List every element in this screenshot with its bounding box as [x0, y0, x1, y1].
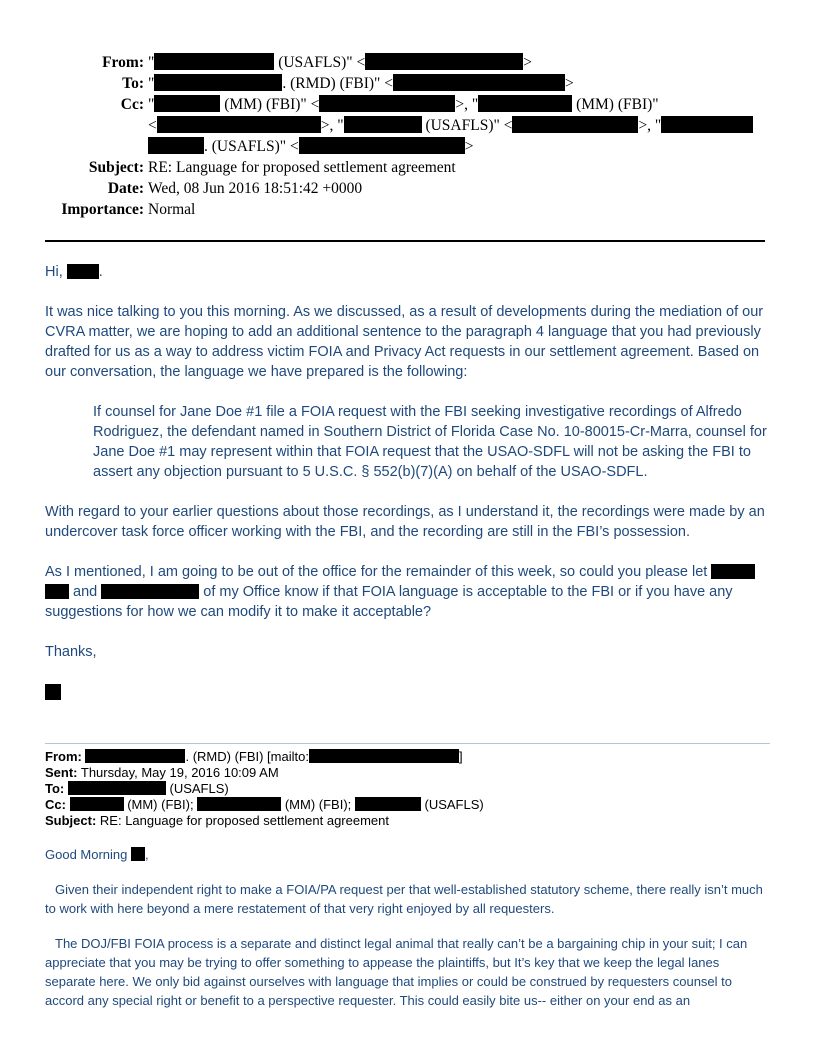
importance-label: Importance:	[61, 201, 144, 218]
from-label: From:	[102, 54, 144, 71]
paragraph-3: As I mentioned, I am going to be out of the office for the remainder of this week, so could you please let and of my Office know if that FOIA language is acceptable to the FBI or if you have any suggestions for how we can modify it to make it acceptable?	[45, 562, 770, 622]
importance-value: Normal	[148, 201, 196, 218]
redaction	[197, 797, 281, 811]
redaction	[344, 116, 422, 133]
redaction	[70, 797, 124, 811]
prior-sent-row: Sent: Thursday, May 19, 2016 10:09 AM	[45, 765, 279, 780]
sign-off: Thanks,	[45, 644, 97, 660]
prior-email-header	[45, 749, 770, 829]
from-row: From: " (USAFLS)" < >	[102, 54, 532, 71]
signature-redaction	[45, 684, 61, 700]
redaction	[512, 116, 638, 133]
importance-row	[0, 199, 816, 220]
redaction	[154, 74, 282, 91]
prior-cc-row: Cc: (MM) (FBI); (MM) (FBI); (USAFLS)	[45, 797, 484, 812]
header-divider	[45, 240, 765, 242]
redaction	[393, 74, 565, 91]
redaction	[85, 749, 185, 763]
redaction	[101, 584, 199, 599]
date-label: Date:	[107, 180, 144, 197]
redaction	[154, 53, 274, 70]
greeting: Hi, .	[45, 264, 103, 280]
date-value: Wed, 08 Jun 2016 18:51:42 +0000	[148, 180, 363, 197]
redaction	[131, 847, 145, 861]
subject-label: Subject:	[88, 159, 144, 176]
redaction	[478, 95, 572, 112]
prior-paragraph-1: Given their independent right to make a FOIA/PA request per that well-established statutory scheme, there really isn’t much to work with here beyond a mere restatement of that very right enjoyed by all requesters.	[45, 882, 763, 916]
redaction	[157, 116, 321, 133]
prior-subject-row: Subject: RE: Language for proposed settlement agreement	[45, 813, 389, 828]
redaction	[45, 584, 69, 599]
redaction	[148, 137, 204, 154]
email-header	[0, 52, 816, 220]
redaction	[319, 95, 455, 112]
subject-row	[0, 157, 816, 178]
redaction	[299, 137, 465, 154]
redaction	[154, 95, 220, 112]
redaction	[661, 116, 753, 133]
redaction	[68, 781, 166, 795]
prior-paragraph-2: The DOJ/FBI FOIA process is a separate and distinct legal animal that really can’t be a bargaining chip in your suit; I can appreciate that you may be trying to offer something to appease the plaintiffs, but It’s key that we keep the legal lanes separate here. We only bid against ourselves with language that implies or could be construed by requesters counsel to accord any special right or benefit to a perspective requester. This could easily bite us-- either on your end as an	[45, 936, 748, 1008]
redaction	[711, 564, 755, 579]
redaction	[309, 749, 459, 763]
subject-value: RE: Language for proposed settlement agreement	[148, 159, 456, 176]
quoted-message-divider	[45, 743, 770, 744]
prior-greeting: Good Morning ,	[45, 847, 149, 862]
redaction	[365, 53, 523, 70]
to-row: To: " . (RMD) (FBI)" < >	[122, 75, 574, 92]
paragraph-2: With regard to your earlier questions about those recordings, as I understand it, the recordings were made by an undercover task force officer working with the FBI, and the recording are still in the FBI’s possession.	[45, 504, 765, 540]
date-row	[0, 178, 816, 199]
redaction	[355, 797, 421, 811]
prior-from-row: From: . (RMD) (FBI) [mailto: ]	[45, 749, 463, 764]
to-label: To:	[122, 75, 144, 92]
cc-label: Cc:	[120, 96, 144, 113]
proposed-language-quote: If counsel for Jane Doe #1 file a FOIA request with the FBI seeking investigative recordings of Alfredo Rodriguez, the defendant named in Southern District of Florida Case No. 10-80015-Cr-Marra, counsel for Jane Doe #1 may represent within that FOIA request that the USAO-SDFL will not be asking the FBI to assert any objection pursuant to 5 U.S.C. § 552(b)(7)(A) on behalf of the USAO-SDFL.	[93, 404, 767, 480]
cc-row: Cc: " (MM) (FBI)" < >, " (MM) (FBI)" < >, " (USAFLS)" < >, " . (USAFLS)" < >	[0, 94, 816, 157]
redaction	[67, 264, 99, 279]
prior-to-row: To: (USAFLS)	[45, 781, 229, 796]
paragraph-1: It was nice talking to you this morning. As we discussed, as a result of developments during the mediation of our CVRA matter, we are hoping to add an additional sentence to the paragraph 4 language that you had previously drafted for us as a way to address victim FOIA and Privacy Act requests in our settlement agreement. Based on our conversation, the language we have prepared is the following:	[45, 304, 764, 380]
